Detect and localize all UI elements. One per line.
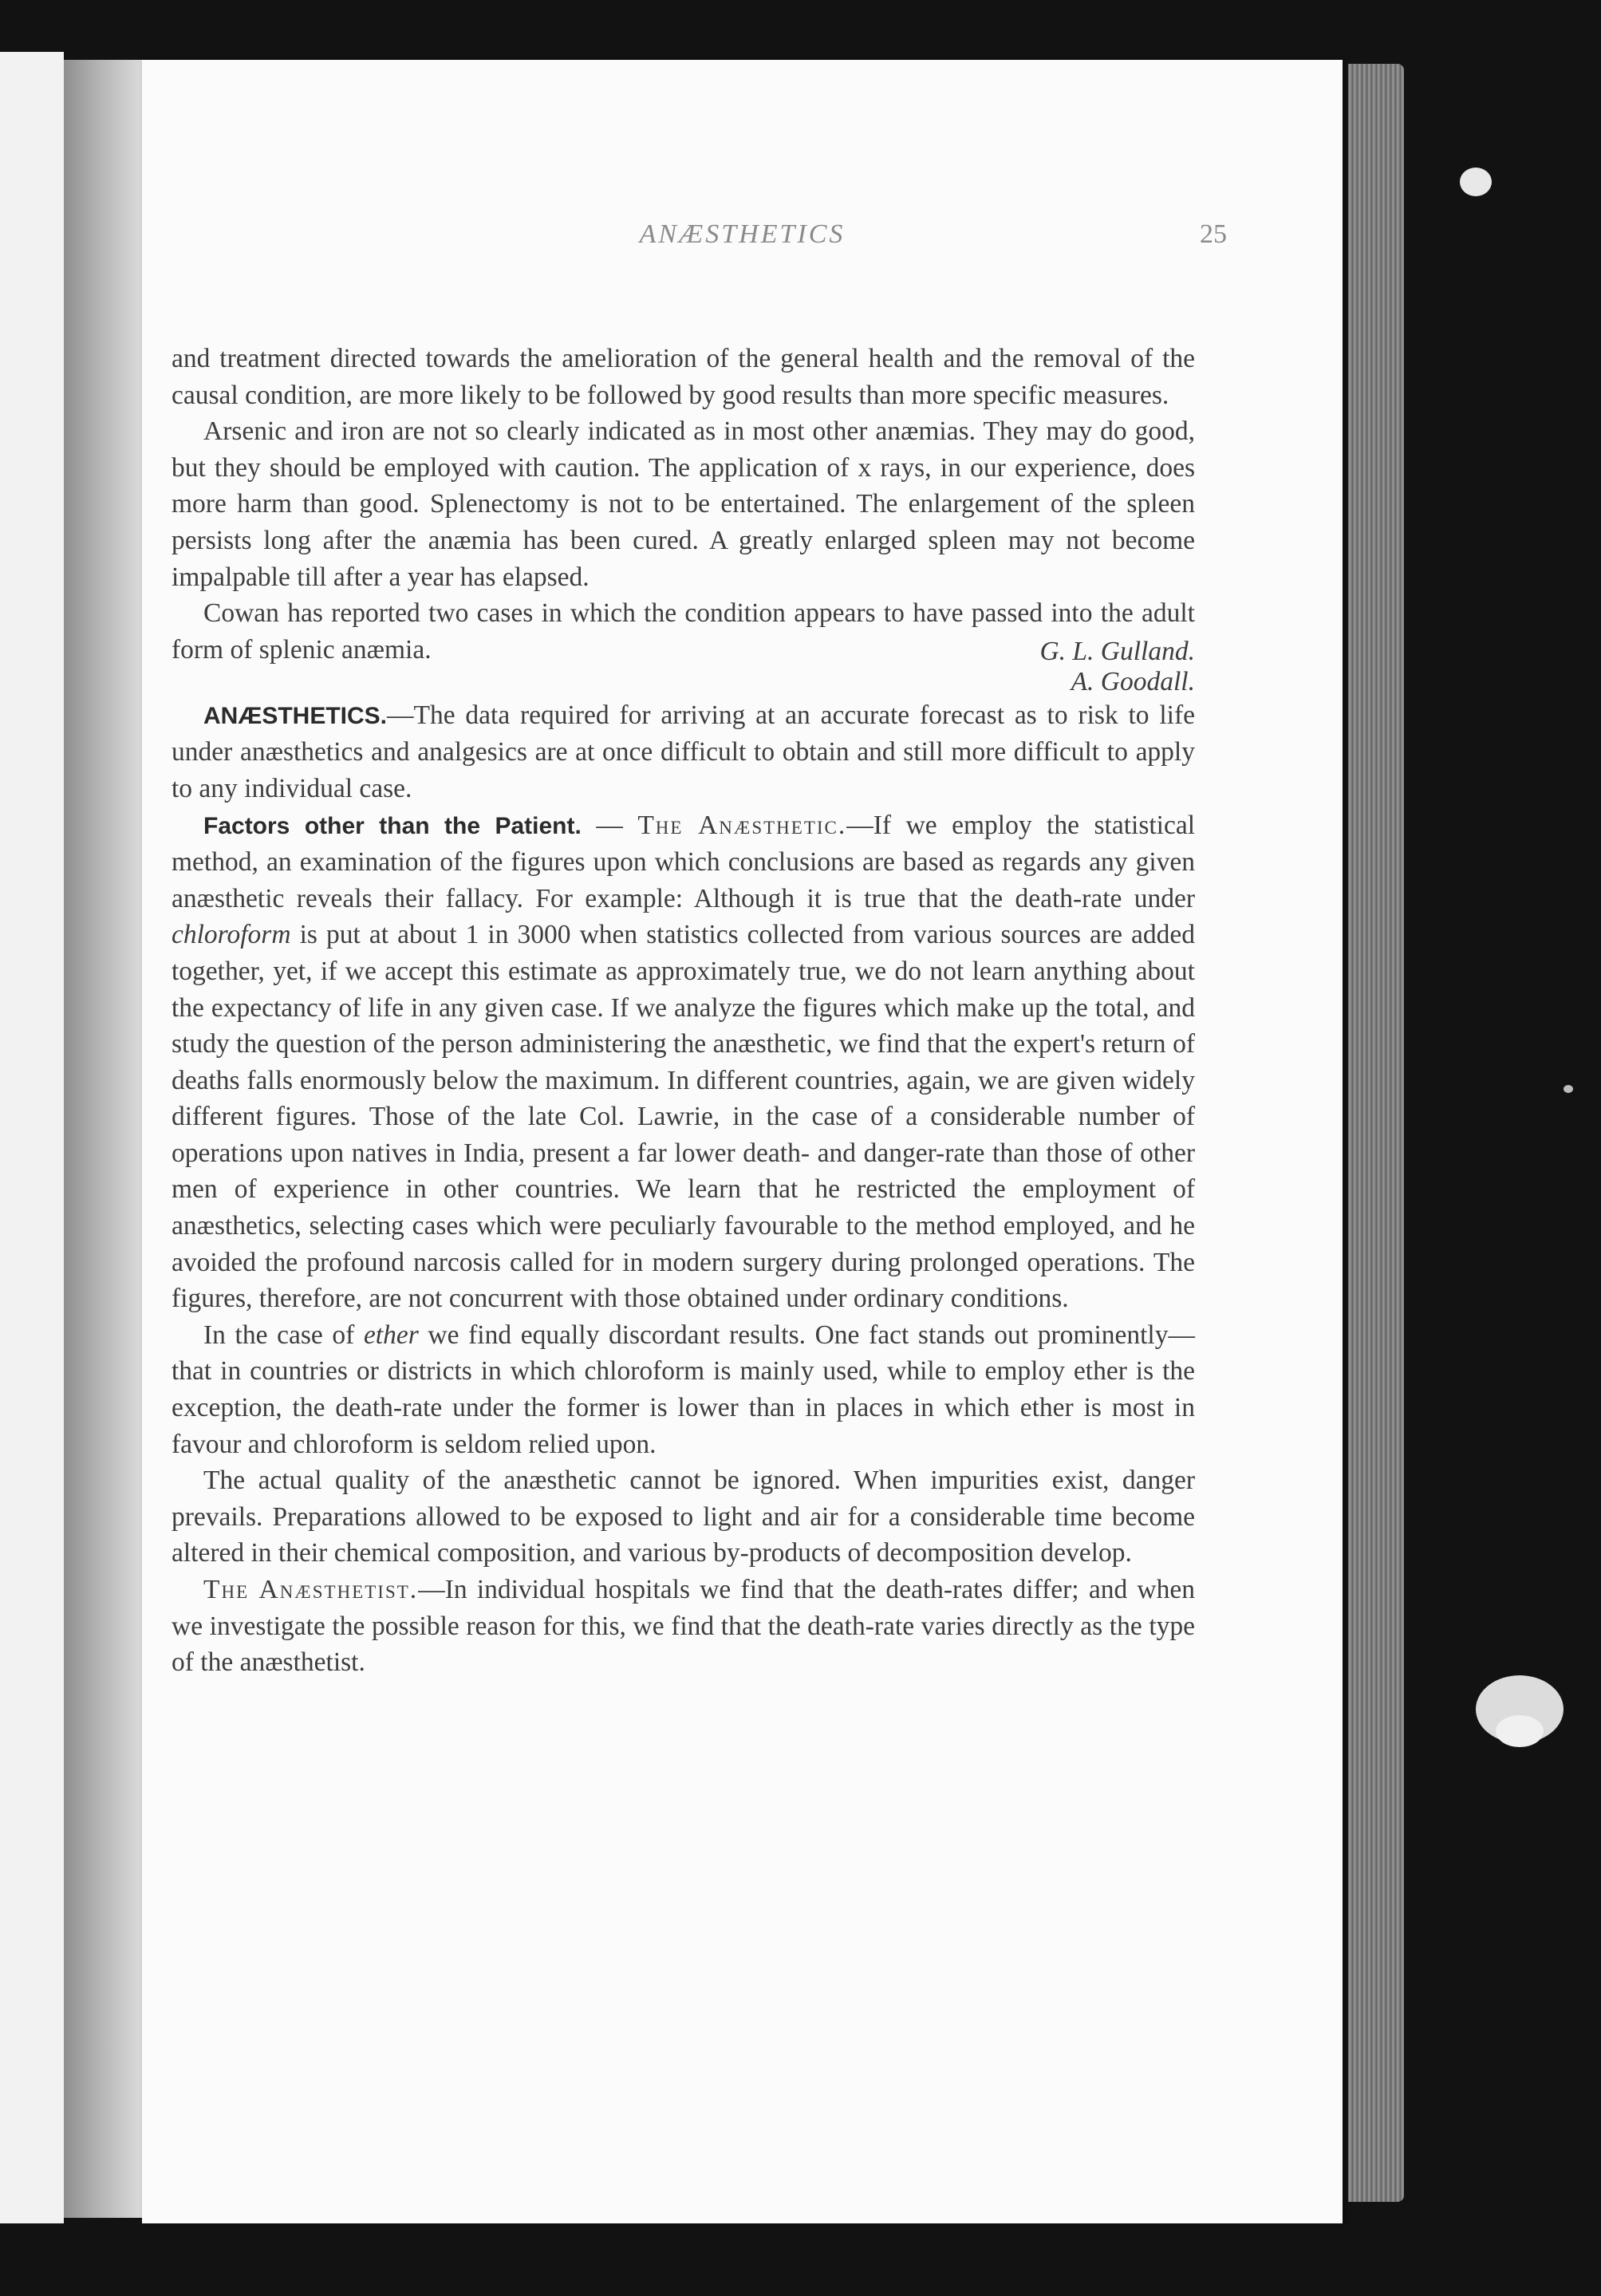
page-number: 25: [1200, 219, 1227, 249]
ether-text-a: In the case of: [203, 1320, 364, 1350]
background-speck: [1496, 1715, 1544, 1747]
running-head: [142, 219, 1343, 259]
paragraph-anaesthetist: [172, 1572, 1195, 1681]
running-title: ANÆSTHETICS: [639, 219, 846, 249]
background-speck: [1460, 168, 1492, 196]
paragraph-quality: The actual quality of the anæsthetic cannot be ignored. When impurities exist, danger prevails. Preparations allowed to be exposed to light and air for a considerable time become altered in their chemical composition, and various by-products of decomposition develop.: [172, 1466, 1195, 1568]
background-speck: [1564, 1085, 1573, 1093]
paragraph-anaesthetics: [172, 697, 1195, 807]
article-intro-text: —The data required for arriving at an accurate forecast as to risk to life under anæsthetics and analgesics are at once difficult to obtain and still more difficult to apply to any individual case.: [172, 700, 1195, 803]
paragraph-factors: [172, 807, 1195, 1317]
heading-dash: —: [581, 810, 638, 840]
left-facing-page: [0, 52, 64, 2223]
paragraph-continuation: and treatment directed towards the amelioration of the general health and the removal of the causal condition, are more likely to be followed by good results than more specific measures.: [172, 344, 1195, 410]
cowan-text: Cowan has reported two cases in which the condition appears to have passed into the adult form of splenic anæmia.: [172, 598, 1195, 665]
factors-text-a: —If we employ the statistical method, an examination of the figures upon which conclusions are based as regards any given anæsthetic reveals their fallacy. For example: Although it is true that the death-rate under: [172, 810, 1196, 913]
paragraph-cowan: [172, 595, 1195, 696]
signature-goodall: A. Goodall.: [1071, 666, 1195, 696]
signature-block: [1008, 637, 1195, 697]
paragraph-ether: [172, 1317, 1195, 1462]
subheading-anaesthetic: The Anæsthetic.: [637, 810, 847, 840]
subheading-anaesthetist: The Anæsthetist.: [203, 1575, 419, 1604]
book-gutter: [64, 60, 144, 2218]
italic-ether: ether: [363, 1320, 419, 1350]
body-text: [172, 341, 1195, 1681]
article-heading: ANÆSTHETICS.: [203, 702, 388, 729]
paragraph-arsenic: Arsenic and iron are not so clearly indicated as in most other anæmias. They may do good, but they should be employed with caution. The application of x rays, in our experience, does more harm than good. Splenectomy is not to be entertained. The enlargement of the spleen persists long after the anæmia has been cured. A greatly enlarged spleen may not become impalpable till after a year has elapsed.: [172, 416, 1195, 592]
ether-text-b: we find equally discordant results. One fact stands out prominently—that in countries or districts in which chloroform is mainly used, while to employ ether is the exception, the death-rate under the former is lower than in places in which ether is most in favour and chloroform is seldom relied upon.: [172, 1320, 1195, 1459]
signature-gulland: G. L. Gulland.: [1039, 636, 1195, 666]
section-heading: Factors other than the Patient.: [203, 812, 582, 839]
anaesthetist-text: —In individual hospitals we find that the death-rates differ; and when we investigate the possible reason for this, we find that the death-rate varies directly as the type of the anæsthetist.: [172, 1575, 1195, 1678]
italic-chloroform: chloroform: [172, 920, 291, 950]
book-page: [142, 60, 1343, 2223]
page-edges: [1348, 64, 1404, 2202]
factors-text-b: is put at about 1 in 3000 when statistics collected from various sources are added together, yet, if we accept this estimate as approximately true, we do not learn anything about the expectancy of life in any given case. If we analyze the figures which make up the total, and study the question of the person administering the anæsthetic, we find that the expert's return of deaths falls enormously below the maximum. In different countries, again, we are given widely different figures. Those of the late Col. Lawrie, in the case of a considerable number of operations upon natives in India, present a far lower death- and danger-rate than those of other men of experience in other countries. We learn that he restricted the employment of anæsthetics, selecting cases which were peculiarly favourable to the method employed, and he avoided the profound narcosis called for in modern surgery during prolonged operations. The figures, therefore, are not concurrent with those obtained under ordinary conditions.: [172, 920, 1195, 1314]
